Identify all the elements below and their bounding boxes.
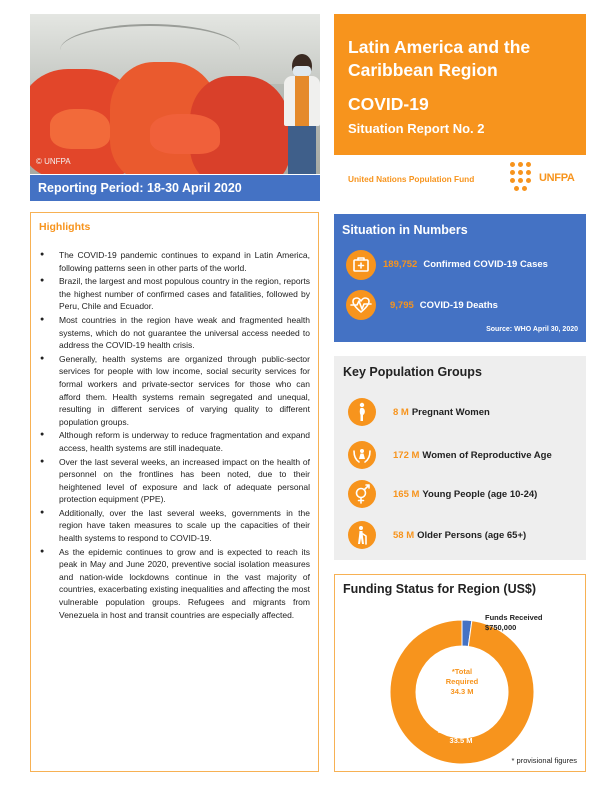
highlight-item: ● Most countries in the region have weak and fragmented health systems, which do not guarantee the universal access needed to address the COVID-19 health crisis. bbox=[39, 314, 310, 352]
supply-bags bbox=[50, 109, 110, 149]
young-people-label: Young People (age 10-24) bbox=[422, 489, 538, 500]
cases-row bbox=[383, 259, 548, 270]
key-population-groups bbox=[334, 356, 586, 560]
cases-value: 189,752 bbox=[383, 259, 418, 270]
worker-figure bbox=[280, 54, 320, 174]
unfpa-logo-text: UNFPA bbox=[539, 172, 575, 184]
women-reproductive-label: Women of Reproductive Age bbox=[422, 450, 552, 461]
subject-title: COVID-19 bbox=[348, 94, 429, 114]
situation-title: Situation in Numbers bbox=[342, 223, 468, 237]
supply-bags bbox=[150, 114, 220, 154]
cases-label: Confirmed COVID-19 Cases bbox=[423, 259, 548, 270]
key-group-item bbox=[348, 521, 584, 551]
org-name: United Nations Population Fund bbox=[348, 174, 475, 184]
total-required-label-1: *Total bbox=[451, 667, 473, 676]
cover-photo bbox=[30, 14, 320, 174]
pregnant-women-value: 8 M bbox=[393, 407, 409, 418]
key-group-item bbox=[348, 398, 584, 428]
hospital-icon bbox=[346, 250, 376, 280]
provisional-note: * provisional figures bbox=[511, 756, 577, 765]
report-number: Situation Report No. 2 bbox=[348, 121, 485, 136]
older-persons-value: 58 M bbox=[393, 530, 415, 541]
org-row bbox=[334, 160, 586, 196]
key-group-item bbox=[348, 441, 584, 471]
total-required-label-2: Required bbox=[445, 677, 479, 686]
funding-gap-label: Funding Gap bbox=[437, 726, 485, 735]
highlights-list bbox=[39, 249, 310, 621]
key-groups-title: Key Population Groups bbox=[343, 365, 482, 379]
highlight-item: ● Additionally, over the last several weeks, governments in the region have taken measures to scale up the capacities of their health systems to respond to COVID-19. bbox=[39, 507, 310, 545]
funding-gap-value: 33.5 M bbox=[449, 736, 473, 745]
report-title-box bbox=[334, 14, 586, 155]
women-reproductive-value: 172 M bbox=[393, 450, 420, 461]
highlight-item: ● Over the last several weeks, an increased impact on the health of personnel on the frontlines has been noted, due to their heightened level of exposure and lack of adequate personal protection equipment (PPE). bbox=[39, 456, 310, 506]
highlight-item: ● The COVID-19 pandemic continues to expand in Latin America, following patterns seen in other parts of the world. bbox=[39, 249, 310, 274]
funds-received-label-group bbox=[485, 613, 543, 633]
total-required-value: 34.3 M bbox=[450, 687, 474, 696]
women-hands-icon bbox=[348, 441, 376, 469]
region-title-line2: Caribbean Region bbox=[348, 60, 498, 80]
elderly-person-icon bbox=[348, 521, 376, 549]
highlight-item: ● Generally, health systems are organized through public-sector services for people with low income, social security services for formal workers and private-sector services for those who can afford them. Health systems remain segregated and unequal, resulting in different services of varying quality to different population groups. bbox=[39, 353, 310, 429]
highlight-item: ● Brazil, the largest and most populous country in the region, reports the highest number of confirmed cases and fatalities, followed by Peru, Chile and Ecuador. bbox=[39, 275, 310, 313]
total-required-group bbox=[427, 667, 497, 697]
deaths-row bbox=[390, 300, 498, 311]
young-people-value: 165 M bbox=[393, 489, 420, 500]
deaths-label: COVID-19 Deaths bbox=[419, 300, 498, 311]
highlight-item: ● As the epidemic continues to grow and is expected to reach its peak in May and June 2020, preventive social isolation measures and nation-wide lockdowns continue in the vast majority of countries, exacerbating existing inequalities and affecting the most vulnerable population groups. Refugees and migrants from Venezuela in host and transit countries are especially affected. bbox=[39, 546, 310, 622]
reporting-period: Reporting Period: 18-30 April 2020 bbox=[30, 175, 320, 201]
highlight-item: ● Although reform is underway to reduce fragmentation and expand access, health systems are still inadequate. bbox=[39, 429, 310, 454]
highlights-box bbox=[30, 212, 319, 772]
key-group-item bbox=[348, 480, 584, 510]
highlights-title: Highlights bbox=[39, 221, 91, 233]
funds-received-value: $750,000 bbox=[485, 623, 517, 632]
funding-title: Funding Status for Region (US$) bbox=[343, 582, 537, 596]
funds-received-label: Funds Received bbox=[485, 613, 543, 622]
funding-gap-group bbox=[421, 726, 501, 746]
deaths-value: 9,795 bbox=[390, 300, 414, 311]
photo-credit: © UNFPA bbox=[36, 157, 71, 166]
gender-symbols-icon bbox=[348, 480, 376, 508]
pregnant-women-label: Pregnant Women bbox=[411, 407, 490, 418]
older-persons-label: Older Persons (age 65+) bbox=[417, 530, 527, 541]
unfpa-logo-icon bbox=[510, 162, 538, 192]
pregnant-woman-icon bbox=[348, 398, 376, 426]
situation-source: Source: WHO April 30, 2020 bbox=[486, 326, 578, 333]
situation-in-numbers bbox=[334, 214, 586, 342]
funding-status bbox=[334, 574, 586, 772]
heartbeat-icon bbox=[346, 290, 376, 320]
region-title-line1: Latin America and the bbox=[348, 37, 531, 57]
